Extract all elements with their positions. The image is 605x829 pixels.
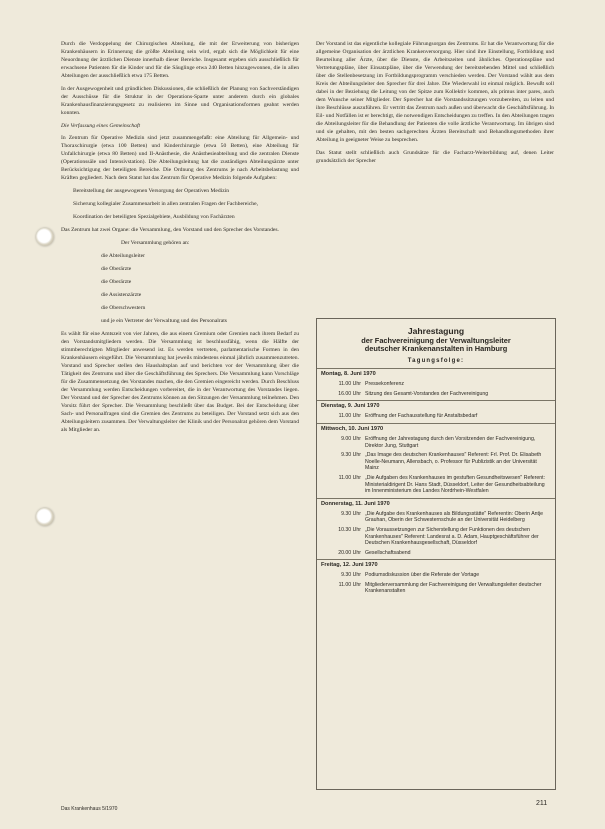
agenda-heading: Tagungsfolge: xyxy=(407,358,465,365)
list-item: die Oberärzte xyxy=(101,279,132,285)
agenda-time: 16.00 Uhr xyxy=(338,390,361,397)
punch-hole xyxy=(36,228,54,246)
paragraph: Der Vorstand ist das eigentliche kollegiale Führungsorgan des Zentrums. Er hat die Verantwortung für die allgemeine Organisation der ärztlichen Krankenversorgung. Hier sind ihre Einstellung, Fortbildung und Beurteilung aller Ärzte, über die Dienste, die Arbeitszeiten und ähnliches. Operationspläne und Vertretungspläne, über Einsatzpläne, über die Verwendung der bereitstehenden Mittel und schließlich über die Stellenbesetzung im Fortbildungsprogramm verschieden werden. Der Vorstand wählt aus dem Kreis der Abteilungsleiter den Sprecher für drei Jahre. Die Wiederwahl ist einmal möglich. Bewußt soll dabei in der Beziehung die Leitung von der Spitze zum Kollektiv kommen, als primus inter pares, auch dem Wunsche seiner Mitglieder. Der Sprecher hat die Vorstandssitzungen vorzubereiten, zu leiten und ihre Beschlüsse auszuführen. Er vertritt das Zentrum nach außen und überwacht die Geschäftsführung. In Eil- und Notfällen ist er berechtigt, die notwendigen Entscheidungen zu treffen. In den Abteilungen tragen die Abteilungsleiter für die Behandlung der Patienten die volle ärztliche Verantwortung. Im übrigen sind und sie gehalten, mit den besten sachgerechten Ärzten Bereitschaft und Behandlungsmethoden ihrer Abteilung in geeigneter Weise zu besprechen. xyxy=(316,41,554,143)
section-heading: Die Verfassung eines Gemeinschaft xyxy=(61,123,141,129)
box-subtitle: der Fachvereinigung der Verwaltungsleiter xyxy=(361,335,511,345)
paragraph: Das Statut stellt schließlich auch Grundsätze für die Facharzt-Weiterbildung auf, denen Leiter grundsätzlich der Sprecher xyxy=(316,150,554,164)
agenda-item xyxy=(317,511,555,524)
punch-hole xyxy=(36,508,54,526)
conference-program-box xyxy=(316,318,556,790)
agenda-time: 9.30 Uhr xyxy=(341,510,361,517)
right-column xyxy=(316,40,554,170)
agenda-text: „Das Image des deutschen Krankenhauses" Referent: Frl. Prof. Dr. Elisabeth Noelle-Neumann, Allensbach, o. Professor für Publizistik an der Universität Mainz xyxy=(365,452,542,472)
agenda-time: 11.00 Uhr xyxy=(338,581,361,588)
list-item: Sicherung kollegialer Zusammenarbeit in allen zentralen Fragen der Fachbereiche, xyxy=(73,201,258,207)
paragraph: In der Ausgewogenheit und gründlichen Diskussionen, die schließlich der Planung von Sachverständigen der Ausschüsse für die Struktur in der Operations-Sparte unter anderem durch ein globales Krankenhausfinanzierungsgesetz zu realisieren im Sinne und Organisationsformen geahnt werden konnten. xyxy=(61,86,299,116)
footer-journal: Das Krankenhaus 5/1970 xyxy=(61,806,118,812)
agenda-text: „Die Aufgaben des Krankenhauses im gestuften Gesundheitswesen" Referent: Ministerialdirigent Dr. Hans Stadt, Düsseldorf, Leiter der Gesundheitsabteilung im Innenministerium des Landes Nordrhein-Westfalen xyxy=(365,474,546,495)
agenda-item xyxy=(317,413,555,420)
agenda-time: 11.00 Uhr xyxy=(338,413,361,420)
agenda-text: Mitgliederversammlung der Fachvereinigung der Verwaltungsleiter deutscher Krankenanstalten xyxy=(365,581,542,595)
agenda-text: Eröffnung der Fachausstellung für Anstaltsbedarf xyxy=(365,413,478,420)
agenda-text: Sitzung des Gesamt-Vorstandes der Fachvereinigung xyxy=(365,390,489,397)
day-heading: Montag, 8. Juni 1970 xyxy=(317,368,555,379)
agenda-item xyxy=(317,475,555,495)
paragraph: In Zentrum für Operative Medizin sind jetzt zusammengefaßt: eine Abteilung für Allgemein- und Thoraxchirurgie (etwa 100 Betten) und Kinderchirurgie (etwa 50 Betten), eine Abteilung für Unfallchirurgie (etwa 80 Betten) und II-Anästhesie, die Anästhesieabteilung und die zentralen Dienste (Operationssäle und Intensivstation). Die Abteilungsleitung hat die zuständigen Abteilungsärzte unter Berücksichtigung der beteiligten Bereiche. Die Ordnung des Zentrums je nach Arbeitsbelastung und Kräften gegliedert. Nach dem Statut hat das Zentrum für Operative Medizin folgende Aufgaben: xyxy=(61,135,299,181)
list-item: und je ein Vertreter der Verwaltung und des Personalrats xyxy=(101,318,227,324)
agenda-item xyxy=(317,452,555,472)
list-item: die Assistenzärzte xyxy=(101,292,142,298)
agenda-time: 11.00 Uhr xyxy=(338,474,361,481)
paragraph: Es wählt für eine Amtszeit von vier Jahren, die aus einem Gremium oder Gremien nach ihrem Bedarf zu den Vorstandsmitgliedern werden. Die Versammlung ist beschlussfähig, wenn die Hälfte der stimmberechtigten Mitglieder anwesend ist. Es werden vertreten, parlamentarische Formen in den Krankenhäusern eingeführt. Die Versammlung hat jeweils mindestens einmal jährlich zusammenzutreten. Vorstand und Sprecher stellen den Haushaltsplan auf und berichten vor der Versammlung über die Tätigkeit des Zentrums und über die Geschäftsführung des Sprechers. Die Versammlung kann Vorschläge für die Zusammensetzung des Vorstandes machen, die den Gremien eingereicht werden. Durch Beschluss der Versammlung werden Entscheidungen vorbereitet, die in der Verantwortung des Vorstandes liegen. Der Vorstand und der Sprecher des Zentrums können an den Sitzungen der Versammlung teilnehmen. Den Vorsitz führt der Sprecher. Die Versammlung beschließt über das Budget. Bei der Entscheidung über Sach- und Personalfragen sind die Gremien des Zentrums zu beteiligen. Der Vorstand setzt sich aus den Abteilungsleitern zusammen. Der Verwaltungsleiter der Klinik und der Personalrat gehören dem Vorstand als Mitglieder an. xyxy=(61,331,299,433)
agenda-text: „Die Voraussetzungen zur Sicherstellung der Funktionen des deutschen Krankenhauses" Referent: Landesrat a. D. Adam, Hauptgeschäftsführer der Deutschen Krankenhausgesellschaft, Düsseldorf xyxy=(365,526,539,547)
box-subtitle: deutscher Krankenanstalten in Hamburg xyxy=(364,344,508,354)
agenda-item xyxy=(317,391,555,398)
paragraph: Das Zentrum hat zwei Organe: die Versammlung, den Vorstand und den Sprecher des Vorstandes. xyxy=(61,227,279,233)
left-column xyxy=(61,40,299,439)
list-item: die Abteilungsleiter xyxy=(101,253,145,259)
agenda-text: Eröffnung der Jahrestagung durch den Vorsitzenden der Fachvereinigung, Direktor Jung, Stuttgart xyxy=(365,435,536,449)
agenda-time: 9.30 Uhr xyxy=(341,452,361,459)
list-item: Bereitstellung der ausgewogenen Versorgung der Operativen Medizin xyxy=(73,188,230,194)
agenda-text: Gesellschaftsabend xyxy=(365,549,411,556)
paragraph: Durch die Verdoppelung der Chirurgischen Abteilung, die mit der Erweiterung von bisherigen Krankenhäusern in Erinnerung die größte Abteilung sein wird, ergab sich die Möglichkeit für eine Neuordnung der ärztlichen Dienste innerhalb dieser Bereiche. Insgesamt ergeben sich ausschließlich für erwachsene Patienten für die Kinder und für die Säuglinge etwa 240 Betten hinzugewonnen, die in allen Abteilungen der ausschließlich etwa 175 Betten. xyxy=(61,41,299,79)
agenda-time: 9.30 Uhr xyxy=(341,572,361,579)
page-number: 211 xyxy=(536,800,548,807)
day-heading: Freitag, 12. Juni 1970 xyxy=(317,559,555,570)
list-item: die Oberschwestern xyxy=(101,305,146,311)
list-item: die Oberärzte xyxy=(101,266,132,272)
agenda-item xyxy=(317,381,555,388)
agenda-time: 10.30 Uhr xyxy=(338,526,361,533)
agenda-text: Podiumsdiskussion über die Referate der Vortage xyxy=(365,572,480,579)
agenda-item xyxy=(317,550,555,557)
agenda-time: 11.00 Uhr xyxy=(338,381,361,388)
day-heading: Donnerstag, 11. Juni 1970 xyxy=(317,498,555,509)
box-title: Jahrestagung xyxy=(407,326,465,336)
agenda-text: Pressekonferenz xyxy=(365,381,404,388)
agenda-item xyxy=(317,527,555,547)
agenda-item xyxy=(317,436,555,449)
day-heading: Dienstag, 9. Juni 1970 xyxy=(317,400,555,411)
agenda-item xyxy=(317,582,555,595)
agenda-time: 9.00 Uhr xyxy=(341,435,361,442)
agenda-time: 20.00 Uhr xyxy=(338,549,361,556)
agenda-text: „Die Aufgabe des Krankenhauses als Bildungsstätte" Referentin: Oberin Antje Grauhan, Oberin der Schwesternschule an der Universität Heidelberg xyxy=(365,510,544,524)
list-item: Koordination der beteiligten Spezialgebiete, Ausbildung von Fachärzten xyxy=(73,214,235,220)
day-heading: Mittwoch, 10. Juni 1970 xyxy=(317,423,555,434)
list-heading: Der Versammlung gehören an: xyxy=(121,240,190,246)
agenda-item xyxy=(317,572,555,579)
